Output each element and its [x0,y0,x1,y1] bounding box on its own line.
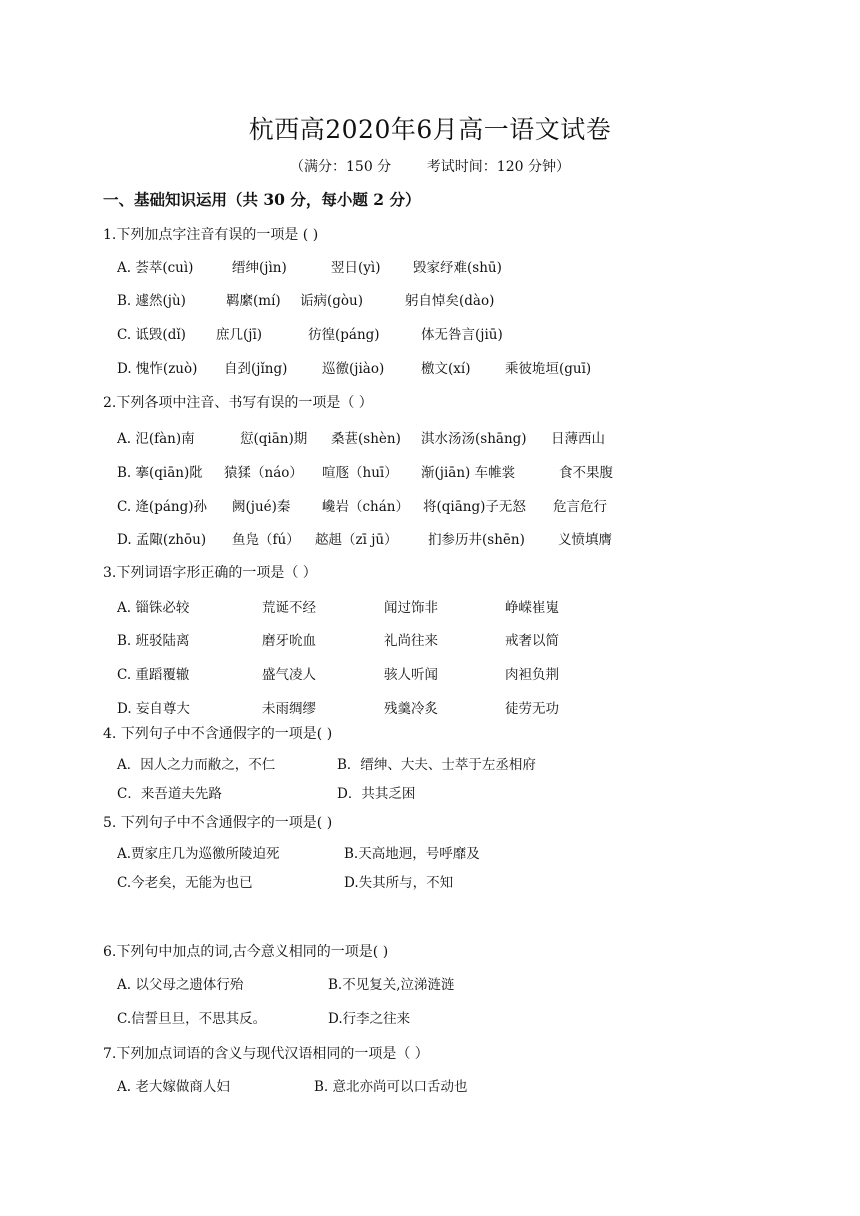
q3-option-a-word1: A. 锱铢必较 [117,600,190,616]
q3-option-c-word4: 肉袒负荆 [505,667,559,683]
section-heading: 一、基础知识运用（共 30 分，每小题 2 分） [103,190,421,209]
q2-option-c-word1: C. 逄(páng)孙 [117,499,207,515]
q4-option-d: D．共其乏困 [337,786,416,802]
q3-option-d-word4: 徒劳无功 [505,701,559,717]
q1-option-b-word4: 躬自悼矣(dào) [405,293,495,309]
q5-option-b: B.天高地迥，号呼靡及 [344,846,480,862]
q1-option-a-word1: A. 荟萃(cuì) [117,260,194,276]
q1-option-c-word1: C. 诋毁(dǐ) [117,327,186,343]
q2-option-a-word1: A. 氾(fàn)南 [117,431,195,447]
question-4-stem: 4. 下列句子中不含通假字的一项是( ) [103,726,333,742]
q6-option-d: D.行李之往来 [328,1011,411,1027]
q3-option-c-word2: 盛气凌人 [262,667,316,683]
q6-option-a: A. 以父母之遗体行殆 [117,977,244,993]
question-5-stem: 5. 下列句子中不含通假字的一项是( ) [103,815,333,831]
exam-subtitle: （满分：150 分 考试时间：120 分钟） [290,159,570,175]
q2-option-b-word1: B. 搴(qiān)阰 [117,465,203,481]
q5-option-d: D.失其所与，不知 [344,875,454,891]
q2-option-d-word2: 鱼凫（fú） [232,532,300,548]
question-3-stem: 3.下列词语字形正确的一项是（ ） [103,565,317,581]
q2-option-b-word5: 食不果腹 [559,465,613,481]
q1-option-d-word3: 巡徼(jiào) [322,361,385,377]
q3-option-d-word3: 残羹冷炙 [384,701,438,717]
q1-option-a-word4: 毁家纾难(shū) [413,260,502,276]
q7-option-b: B. 意北亦尚可以口舌动也 [314,1079,468,1095]
q2-option-c-word2: 阙(jué)秦 [232,499,291,515]
q3-option-c-word3: 骇人听闻 [384,667,438,683]
q2-option-d-word4: 扪参历井(shēn) [428,532,525,548]
q7-option-a: A. 老大嫁做商人妇 [117,1079,230,1095]
q2-option-a-word5: 日薄西山 [551,431,605,447]
q3-option-a-word3: 闻过饰非 [384,600,438,616]
q1-option-d-word1: D. 愧怍(zuò) [117,361,198,377]
q6-option-b: B.不见复关,泣涕涟涟 [328,977,455,993]
q3-option-d-word2: 未雨绸缪 [262,701,316,717]
q1-option-b-word1: B. 遽然(jù) [117,293,186,309]
q4-option-a: A．因人之力而敝之，不仁 [117,757,276,773]
q2-option-c-word3: 巉岩（chán） [322,499,409,515]
q1-option-a-word2: 缙绅(jìn) [232,260,287,276]
q1-option-d-word5: 乘彼垝垣(guī) [505,361,592,377]
q6-option-c: C.信誓旦旦，不思其反。 [117,1011,267,1027]
q1-option-d-word2: 自刭(jǐng) [224,361,288,377]
q1-option-b-word2: 羁縻(mí) [226,293,281,309]
exam-title: 杭西高2020年6月高一语文试卷 [248,115,612,144]
question-6-stem: 6.下列句中加点的词,古今意义相同的一项是( ) [103,944,389,960]
q2-option-c-word5: 危言危行 [553,499,607,515]
q3-option-d-word1: D. 妄自尊大 [117,701,190,717]
q2-option-a-word2: 愆(qiān)期 [240,431,308,447]
question-7-stem: 7.下列加点词语的含义与现代汉语相同的一项是（ ） [103,1046,429,1062]
q2-option-a-word4: 淇水汤汤(shāng) [421,431,527,447]
q1-option-a-word3: 翌日(yì) [331,260,381,276]
q2-option-b-word3: 喧豗（huī） [322,465,398,481]
question-1-stem: 1.下列加点字注音有误的一项是 ( ) [103,227,319,243]
q3-option-c-word1: C. 重蹈覆辙 [117,667,190,683]
q2-option-c-word4: 将(qiāng)子无怒 [423,499,526,515]
q3-option-b-word4: 戒奢以简 [505,633,559,649]
q3-option-a-word2: 荒诞不经 [262,600,316,616]
q5-option-c: C.今老矣，无能为也已 [117,875,253,891]
q3-option-b-word1: B. 班驳陆离 [117,633,190,649]
q1-option-c-word3: 彷徨(páng) [308,327,380,343]
q1-option-c-word4: 体无咎言(jiū) [421,327,503,343]
q4-option-b: B．缙绅、大夫、士萃于左丞相府 [337,757,536,773]
q1-option-c-word2: 庶几(jī) [216,327,263,343]
q5-option-a: A.贾家庄几为巡徼所陵迫死 [117,846,280,862]
question-2-stem: 2.下列各项中注音、书写有误的一项是（ ） [103,395,373,411]
q2-option-d-word1: D. 孟陬(zhōu) [117,532,207,548]
q3-option-a-word4: 峥嵘崔嵬 [505,600,559,616]
q4-option-c: C．来吾道夫先路 [117,786,222,802]
q2-option-d-word3: 趑趄（zī jū） [315,532,398,548]
q1-option-b-word3: 诟病(gòu) [300,293,363,309]
q2-option-b-word4: 渐(jiān) 车帷裳 [421,465,516,481]
q1-option-d-word4: 檄文(xí) [421,361,471,377]
q3-option-b-word2: 磨牙吮血 [262,633,316,649]
q3-option-b-word3: 礼尚往来 [384,633,438,649]
q2-option-d-word5: 义愤填膺 [558,532,612,548]
q2-option-a-word3: 桑葚(shèn) [331,431,401,447]
q2-option-b-word2: 猿猱（náo） [224,465,303,481]
